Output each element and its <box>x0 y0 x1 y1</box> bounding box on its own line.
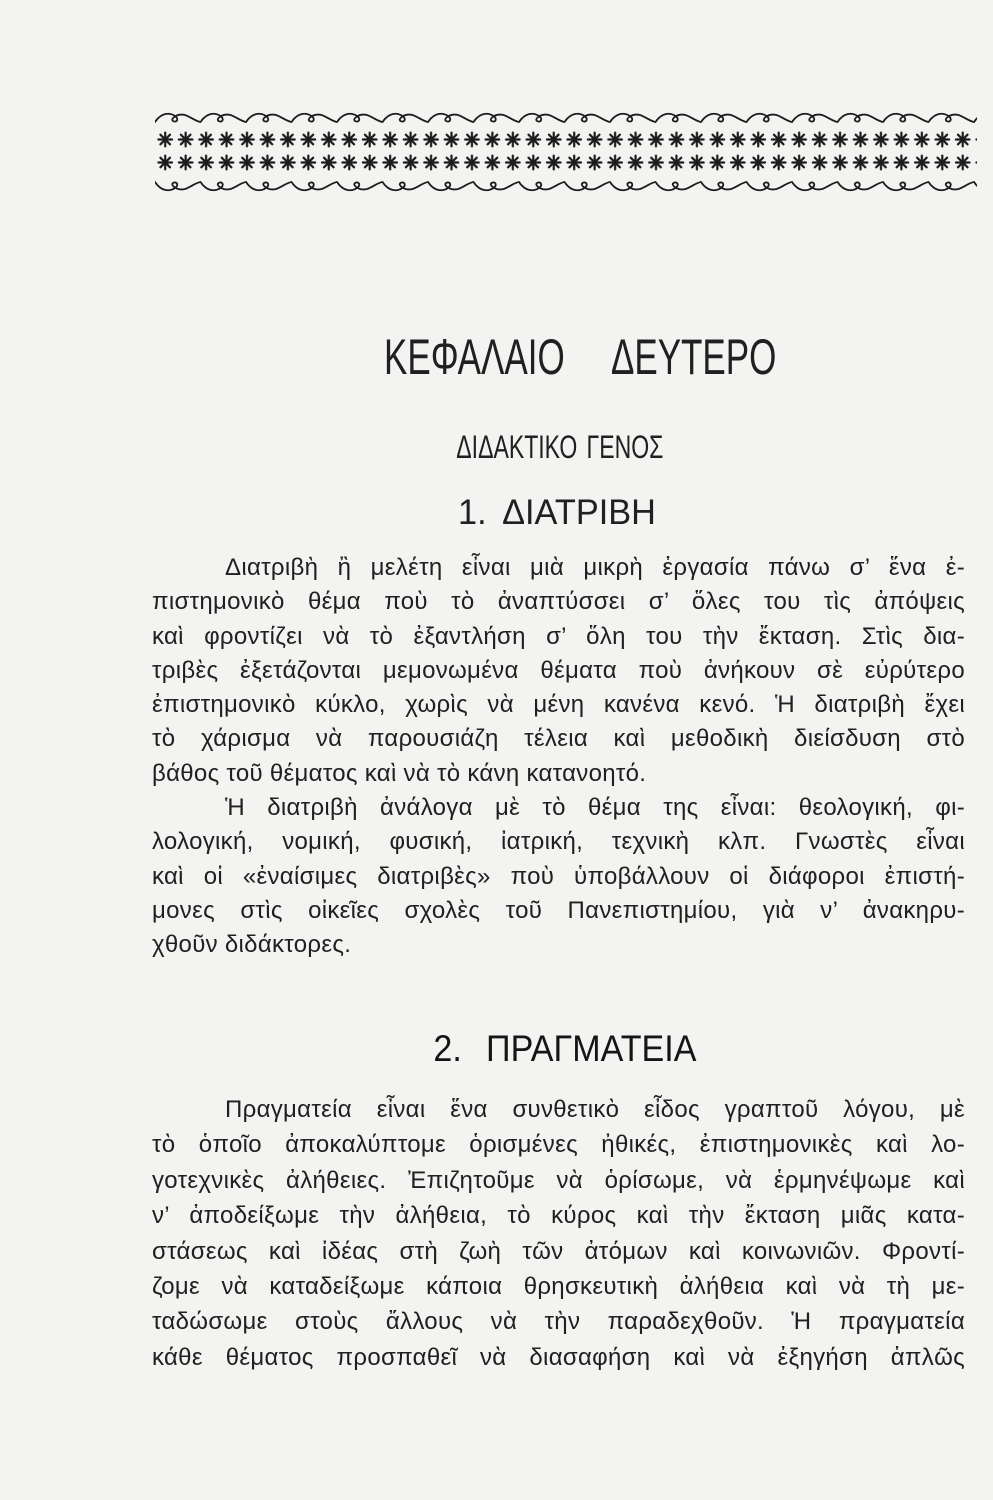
ornamental-header-band <box>155 108 977 196</box>
chapter-title-box <box>280 329 880 385</box>
text-line: χθοῦν διδάκτορες. <box>152 931 352 959</box>
text-line: βάθος τοῦ θέματος καὶ νὰ τὸ κάνη κατανοητό. <box>152 759 647 787</box>
text-line: ν’ ἀποδείξωμε τὴν ἀλήθεια, τὸ κύρος καὶ τὴν ἔκταση μιᾶς κατα- <box>152 1202 965 1230</box>
text-line: μονες στὶς οἰκεῖες σχολὲς τοῦ Πανεπιστημίου, γιὰ ν’ ἀνακηρυ- <box>152 896 965 924</box>
text-line: Ἡ διατριβὴ ἀνάλογα μὲ τὸ θέμα της εἶναι: θεολογική, φι- <box>225 794 965 822</box>
text-line: λολογική, νομική, φυσική, ἰατρική, τεχνικὴ κλπ. Γνωστὲς εἶναι <box>152 828 965 856</box>
text-line: Πραγματεία εἶναι ἕνα συνθετικὸ εἶδος γραπτοῦ λόγου, μὲ <box>225 1096 965 1123</box>
text-line: ταδώσωμε στοὺς ἄλλους νὰ τὴν παραδεχθοῦν. Ἡ πραγματεία <box>152 1308 965 1336</box>
text-line: πιστημονικὸ θέμα ποὺ τὸ ἀναπτύσσει σ’ ὅλες του τὶς ἀπόψεις <box>152 588 965 616</box>
section-1-body <box>152 551 965 963</box>
section-2-heading-box <box>265 1030 865 1067</box>
section-1-heading-box <box>257 495 857 530</box>
section-2-heading: 2. ΠΡΑΓΜΑΤΕΙΑ <box>433 1028 697 1069</box>
text-line: ζομε νὰ καταδείξωμε κάποια θρησκευτικὴ ἀλήθεια καὶ νὰ τὴ με- <box>152 1273 965 1301</box>
text-line: τὸ ὁποῖο ἀποκαλύπτομε ὁρισμένες ἠθικές, ἐπιστημονικὲς καὶ λο- <box>152 1131 965 1159</box>
curl-border-bottom <box>155 178 977 194</box>
chapter-subtitle: ΔΙΔΑΚΤΙΚΟ ΓΕΝΟΣ <box>456 429 664 465</box>
section-2-body <box>152 1092 965 1375</box>
chapter-title: ΚΕΦΑΛΑΙΟ ΔΕΥΤΕΡΟ <box>383 329 777 385</box>
text-line: ἐπιστημονικὸ κύκλο, χωρὶς νὰ μένη κανένα κενό. Ἡ διατριβὴ ἔχει <box>152 691 965 719</box>
text-line: Διατριβὴ ἢ μελέτη εἶναι μιὰ μικρὴ ἐργασία πάνω σ’ ἕνα ἐ- <box>225 554 965 581</box>
chapter-subtitle-box <box>260 431 860 463</box>
text-line: στάσεως καὶ ἰδέας στὴ ζωὴ τῶν ἀτόμων καὶ κοινωνιῶν. Φροντί- <box>152 1237 965 1265</box>
star-rows <box>155 128 977 174</box>
text-line: γοτεχνικὲς ἀλήθειες. Ἐπιζητοῦμε νὰ ὁρίσωμε, νὰ ἑρμηνέψωμε καὶ <box>152 1166 965 1194</box>
text-line: καὶ φροντίζει νὰ τὸ ἐξαντλήση σ’ ὅλη του τὴν ἔκταση. Στὶς δια- <box>152 622 965 650</box>
text-line: τὸ χάρισμα νὰ παρουσιάζη τέλεια καὶ μεθοδικὴ διείσδυση στὸ <box>152 725 965 753</box>
curl-border-top <box>155 110 977 126</box>
text-line: τριβὲς ἐξετάζονται μεμονωμένα θέματα ποὺ ἀνήκουν σὲ εὐρύτερο <box>152 656 965 684</box>
text-line: κάθε θέματος προσπαθεῖ νὰ διασαφήση καὶ νὰ ἐξηγήση ἁπλῶς <box>152 1343 965 1371</box>
section-1-heading: 1. ΔΙΑΤΡΙΒΗ <box>458 493 656 532</box>
text-line: καὶ οἱ «ἐναίσιμες διατριβὲς» ποὺ ὑποβάλλουν οἱ διάφοροι ἐπιστή- <box>152 862 965 890</box>
